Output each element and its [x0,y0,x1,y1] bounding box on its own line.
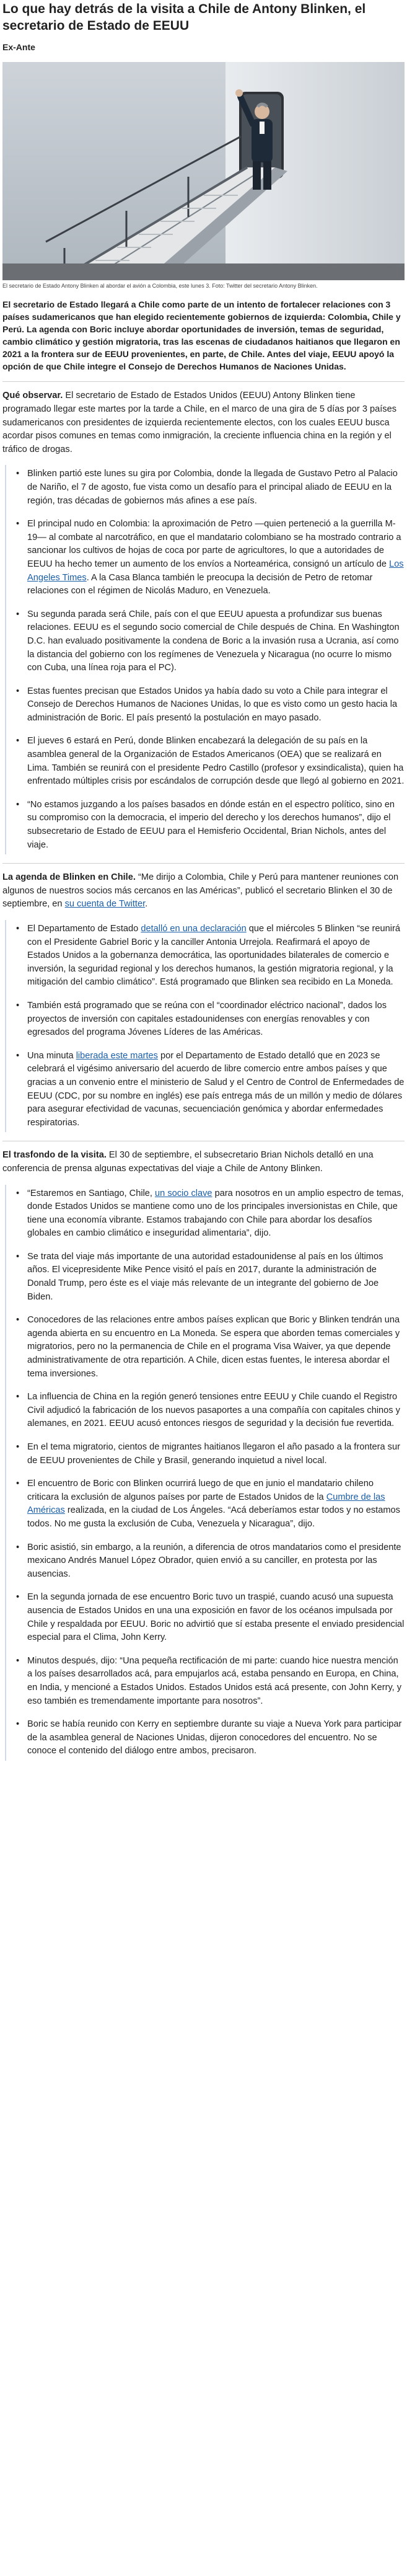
section-text: El secretario de Estado de Estados Unidos (EEUU) Antony Blinken tiene programado llegar este martes por la tarde a Chile, en el marco de una gira de 5 días por 3 países sudamericanos con presidentes de izquierda recientemente electos, con los cuales EEUU busca acordar pisos comunes en temas como inmigración, la creciente influencia china en la región y el tráfico de drogas. [2,391,396,454]
list-item: • Blinken partió este lunes su gira por Colombia, donde la llegada de Gustavo Petro al Palacio de Nariño, el 7 de agosto, fue vista como un desafío para el principal aliado de EEUU en la región, tras décadas de gobiernos más afines a ese país. [15,467,405,508]
list-item-text: “Estaremos en Santiago, Chile, [27,1188,155,1198]
list-item [15,518,405,598]
list-item-text: que el miércoles 5 Blinken “se reunirá con el Presidente Gabriel Boric y la canciller Antonia Urrejola. Reafirmará el apoyo de Estados Unidos a la gobernanza democrática, las oportunidades bilaterales de comercio e inversión, la seguridad regional y los derechos humanos, la gestión migratoria regional, y la mitigación del cambio climático”. Está programado que Blinken sea recibido en La Moneda. [27,924,400,988]
list-item-text: Una minuta [27,1050,76,1061]
hero-photo [2,62,405,280]
list-item: • En la segunda jornada de ese encuentro Boric tuvo un traspié, cuando acusó una supuesta ausencia de Estados Unidos en una una exposición en favor de los océanos impulsada por Chile y respaldada por EEUU. Boric no advirtió que sí estaba presente el enviado presidencial especial para el Clima, John Kerry. [15,1591,405,1644]
list-item: • Su segunda parada será Chile, país con el que EEUU apuesta a profundizar sus buenas relaciones. EEUU es el segundo socio comercial de Chile después de China. En Washington D.C. han evaluado positivamente la condena de Boric a la invasión rusa a Ucrania, así como la distancia del gobierno con los regímenes de Venezuela y Nicaragua (no ocurre lo mismo con Cuba, una línea roja para el PC). [15,608,405,675]
quote-block [5,1185,405,1761]
list-item-text: . A la Casa Blanca también le preocupa la decisión de Petro de retomar relaciones con el régimen de Nicolás Maduro, en Venezuela. [27,572,373,596]
link-cumbre-americas[interactable]: Cumbre de las Américas [27,1492,385,1516]
list-item [15,1477,405,1531]
list-item: • Se trata del viaje más importante de una autoridad estadounidense al país en los últimos años. El vicepresidente Mike Pence visitó el país en 2017, durante la administración de Donald Trump, pero éste es el viaje más relevante de un integrante del gobierno de Joe Biden. [15,1250,405,1304]
link-los-angeles-times[interactable]: Los Angeles Times [27,559,404,583]
section-label: La agenda de Blinken en Chile. [2,872,136,883]
section-agenda [2,871,405,911]
list-item [15,923,405,989]
section-text: “Me dirijo a Colombia, Chile y Perú para mantener reuniones con algunos de nuestros socios más cercanos en las Américas”, publicó el secretario Blinken el 30 de septiembre, en [2,872,399,910]
quote-block [5,920,405,1132]
author-byline: Ex-Ante [2,42,35,52]
link-liberada[interactable]: liberada este martes [76,1050,158,1061]
divider [2,863,405,864]
list-item: • Estas fuentes precisan que Estados Unidos ya había dado su voto a Chile para integrar el Consejo de Derechos Humanos de Naciones Unidas, lo que es visto como un gesto hacia la administración de Boric. El país presentó la postulación en mayo pasado. [15,685,405,725]
list-item [15,1187,405,1241]
list-item-text: por el Departamento de Estado detalló que en 2023 se celebrará el vigésimo aniversario del acuerdo de libre comercio entre ambos países y que gracias a un convenio entre el ministerio de Salud y el Centro de Control de Enfermedades de EEUU (CDC, por su nombre en inglés) ese país entrega más de un millón y medio de dólares para asegurar efectividad de vacunas, secuenciación genómica y abordar enfermedades respiratorias. [27,1050,405,1128]
link-twitter[interactable]: su cuenta de Twitter [64,899,146,910]
list-item: • La influencia de China en la región generó tensiones entre EEUU y Chile cuando el Registro Civil adjudicó la fabricación de los nuevos pasaportes a una compañía con capitales chinos y alemanes, en 2021. EEUU acusó entonces riesgos de seguridad y la decisión fue revertida. [15,1391,405,1431]
list-item: • También está programado que se reúna con el “coordinador eléctrico nacional”, dados los proyectos de inversión con capitales estadounidenses con energías renovables y con egresados del programa Jóvenes Líderes de las Américas. [15,999,405,1040]
airplane-stairs-photo-icon [2,62,405,280]
list-item: • Conocedores de las relaciones entre ambos países explican que Boric y Blinken tendrán una agenda abierta en su encuentro en La Moneda. Se espera que aborden temas comerciales y migratorios, pero no la permanencia de Chile en el programa Visa Waiver, ya que depende administrativamente de otra repartición. A Chile, dicen estas fuentes, le interesa abordar el tema inversiones. [15,1314,405,1381]
list-item-text: El principal nudo en Colombia: la aproximación de Petro —quien perteneció a la guerrilla M-19— al combate al narcotráfico, en que el mandatario colombiano se ha mostrado contrario a sancionar los cultivos de hojas de coca por parte de agricultores, lo que a autoridades de EEUU ha hecho temer un aumento de los envíos a Norteamérica, consignó un artículo de [27,519,401,569]
list-item [15,1050,405,1130]
section-text: El 30 de septiembre, el subsecretario Brian Nichols detalló en una conferencia de prensa algunas expectativas del viaje a Chile de Antony Blinken. [2,1150,374,1174]
quote-block [5,465,405,854]
section-que-observar [2,389,405,456]
list-item: • En el tema migratorio, cientos de migrantes haitianos llegaron el año pasado a la frontera sur de EEUU provenientes de Chile y Brasil, generando inquietud a nivel local. [15,1441,405,1467]
photo-caption: El secretario de Estado Antony Blinken al abordar el avión a Colombia, este lunes 3. Foto: Twitter del secretario Antony Blinken. [2,283,318,290]
article-title: Lo que hay detrás de la visita a Chile de Antony Blinken, el secretario de Estado de EEUU [2,2,366,33]
section-trasfondo [2,1149,405,1175]
list-item: • “No estamos juzgando a los países basados en dónde están en el espectro político, sino en su compromiso con la democracia, el imperio del derecho y los derechos humanos”, dijo el subsecretario de Estado de EEUU para el Hemisferio Occidental, Brian Nichols, antes del viaje. [15,799,405,852]
section-label: El trasfondo de la visita. [2,1150,107,1161]
list-item-text: realizada, en la ciudad de Los Ángeles. “Acá deberíamos estar todos y no estamos todos. No me gusta la exclusión de Cuba, Venezuela y Nicaragua”, dijo. [27,1505,400,1529]
divider [2,381,405,382]
list-item: • El jueves 6 estará en Perú, donde Blinken encabezará la delegación de su país en la asamblea general de la Organización de Estados Americanos (OEA) que se realizará en Lima. También se reunirá con el presidente Pedro Castillo (profesor y exsindicalista), quien ha enfrentado múltiples crisis por escándalos de corrupción desde que llegó al gobierno en 2021. [15,735,405,788]
list-item: • Boric asistió, sin embargo, a la reunión, a diferencia de otros mandatarios como el presidente mexicano Andrés Manuel López Obrador, quien envió a su canciller, en protesta por las ausencias. [15,1541,405,1582]
link-socio-clave[interactable]: un socio clave [155,1188,212,1198]
list-item: • Boric se había reunido con Kerry en septiembre durante su viaje a Nueva York para participar de la asamblea general de Naciones Unidas, dijeron conocedores del encuentro. No se conoce el contenido del diálogo entre ambos, precisaron. [15,1718,405,1758]
lead-paragraph: El secretario de Estado llegará a Chile como parte de un intento de fortalecer relaciones con 3 países sudamericanos que han elegido recientemente gobiernos de izquierda: Colombia, Chile y Perú. La agenda con Boric incluye abordar oportunidades de inversión, temas de seguridad, cambio climático y gestión migratoria, tras las escenas de ciudadanos haitianos que llegaron en 2021 a la frontera sur de EEUU provenientes, en parte, de Chile. Antes del viaje, EEUU apoyó la opción de que Chile integre el Consejo de Derechos Humanos de Naciones Unidas. [2,299,401,371]
section-text: . [145,899,148,910]
list-item: • Minutos después, dijo: “Una pequeña rectificación de mi parte: cuando hice nuestra mención a los países desarrollados acá, para empujarlos acá, estaba pensando en Europa, en China, en India, y mencioné a Estados Unidos. Estados Unidos está acá presente, con John Kerry, y eso también es tremendamente importante para nosotros”. [15,1655,405,1708]
list-item-text: El Departamento de Estado [27,924,141,934]
list-item-text: El encuentro de Boric con Blinken ocurrirá luego de que en junio el mandatario chileno criticara la exclusión de algunos países por parte de Estados Unidos de la [27,1479,374,1502]
link-declaracion[interactable]: detalló en una declaración [141,924,247,934]
list-item-text: para nosotros en un amplio espectro de temas, donde Estados Unidos se mantiene como uno de los principales inversionistas en Chile, que tiene una economía vibrante. Estamos trabajando con Chile para abordar los desafíos globales en cambio climático e inseguridad alimentaria”, dijo. [27,1188,404,1239]
section-label: Qué observar. [2,391,63,401]
